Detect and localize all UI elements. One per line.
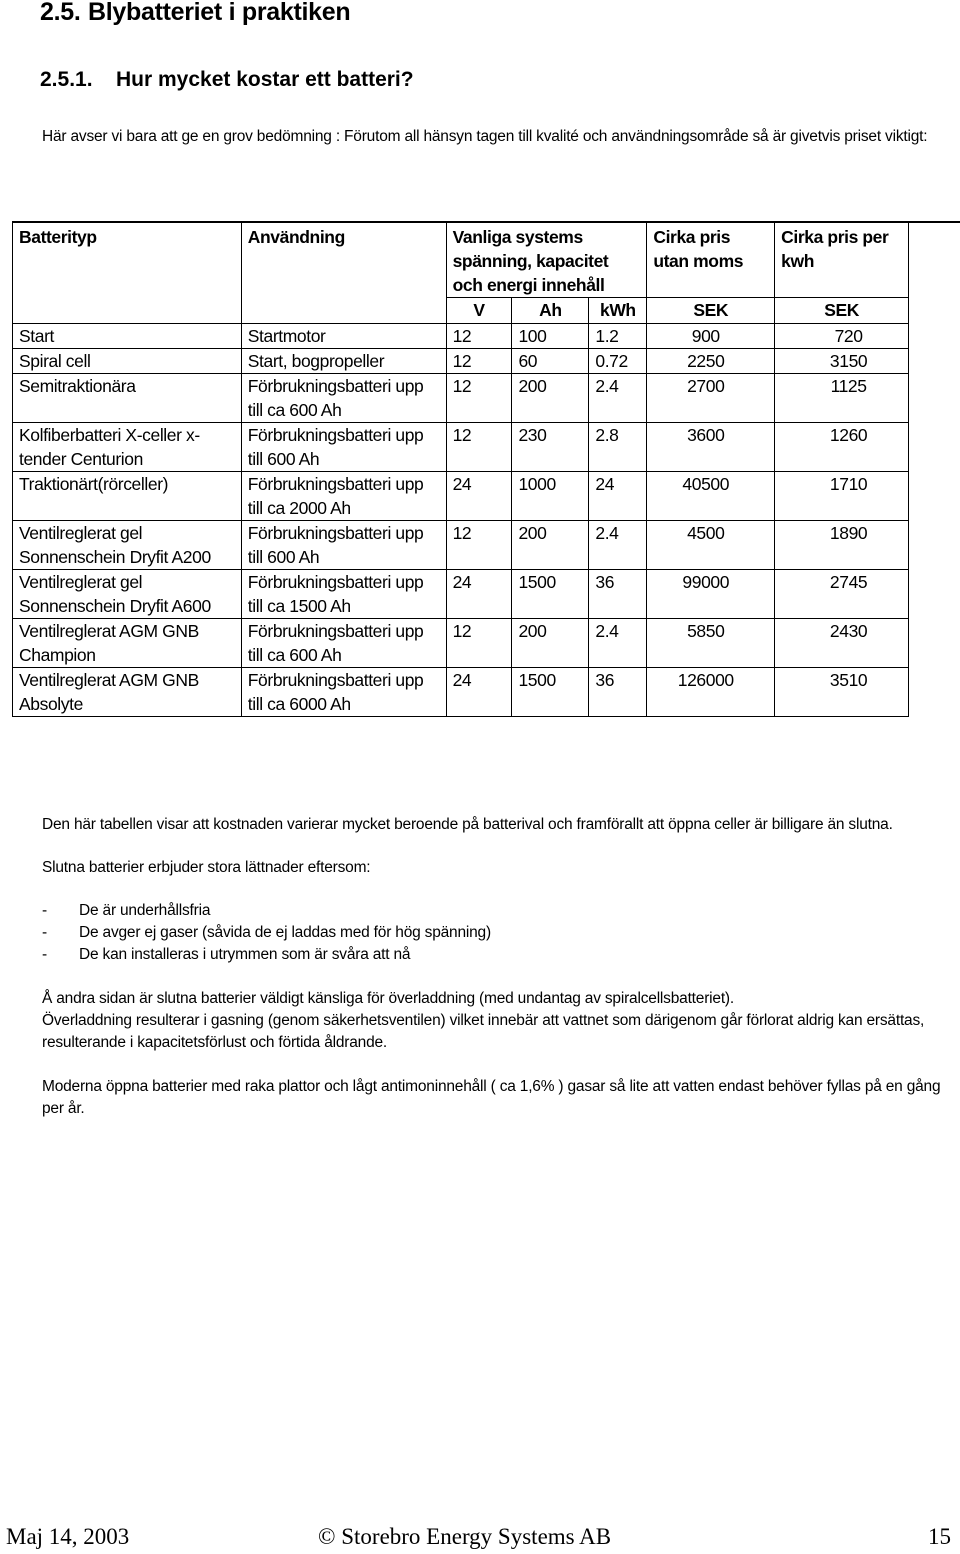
paragraph-sealed-intro: Slutna batterier erbjuder stora lättnader eftersom: bbox=[42, 859, 371, 876]
cell-pris: 2700 bbox=[647, 374, 775, 423]
intro-paragraph: Här avser vi bara att ge en grov bedömning : Förutom all hänsyn tagen till kvalité och användningsområde så är givetvis priset viktigt: bbox=[42, 128, 928, 145]
cell-ah: 100 bbox=[512, 324, 589, 349]
cell-batterityp: Traktionärt(rörceller) bbox=[13, 472, 242, 521]
table-row bbox=[13, 521, 909, 570]
unit-sek-price: SEK bbox=[647, 298, 775, 324]
cell-batterityp: Ventilreglerat AGM GNB Absolyte bbox=[13, 668, 242, 717]
cell-batterityp: Ventilreglerat gel Sonnenschein Dryfit A200 bbox=[13, 521, 242, 570]
cell-ah: 60 bbox=[512, 349, 589, 374]
battery-price-table bbox=[12, 222, 909, 717]
cell-kwh: 1.2 bbox=[589, 324, 647, 349]
paragraph-table-summary: Den här tabellen visar att kostnaden varierar mycket beroende på batterival och framförallt att öppna celler är billigare än slutna. bbox=[42, 816, 893, 833]
cell-v: 24 bbox=[446, 472, 512, 521]
footer-date: Maj 14, 2003 bbox=[6, 1524, 130, 1549]
header-pris-utan-moms: Cirka pris utan moms bbox=[647, 223, 775, 298]
subsection-heading bbox=[40, 68, 414, 92]
table-row bbox=[13, 619, 909, 668]
cell-batterityp: Ventilreglerat AGM GNB Champion bbox=[13, 619, 242, 668]
cell-kwh: 2.4 bbox=[589, 521, 647, 570]
table-header-row bbox=[13, 223, 909, 298]
table-body bbox=[13, 324, 909, 717]
header-batterityp: Batterityp bbox=[13, 223, 242, 324]
table-row bbox=[13, 472, 909, 521]
cell-pris-per-kwh: 3510 bbox=[775, 668, 909, 717]
list-dash: - bbox=[42, 946, 47, 963]
cell-ah: 1000 bbox=[512, 472, 589, 521]
table-row bbox=[13, 349, 909, 374]
unit-ah: Ah bbox=[512, 298, 589, 324]
cell-batterityp: Start bbox=[13, 324, 242, 349]
cell-v: 12 bbox=[446, 324, 512, 349]
cell-batterityp: Spiral cell bbox=[13, 349, 242, 374]
cell-pris: 4500 bbox=[647, 521, 775, 570]
cell-anvandning: Förbrukningsbatteri upp till ca 600 Ah bbox=[241, 619, 446, 668]
table-row bbox=[13, 668, 909, 717]
cell-ah: 200 bbox=[512, 521, 589, 570]
table-row bbox=[13, 423, 909, 472]
cell-pris: 126000 bbox=[647, 668, 775, 717]
cell-kwh: 36 bbox=[589, 570, 647, 619]
cell-pris: 40500 bbox=[647, 472, 775, 521]
unit-v: V bbox=[446, 298, 512, 324]
cell-v: 12 bbox=[446, 374, 512, 423]
cell-kwh: 36 bbox=[589, 668, 647, 717]
cell-anvandning: Förbrukningsbatteri upp till 600 Ah bbox=[241, 521, 446, 570]
cell-ah: 200 bbox=[512, 619, 589, 668]
list-item-text: De är underhållsfria bbox=[79, 902, 211, 919]
cell-v: 24 bbox=[446, 570, 512, 619]
cell-anvandning: Startmotor bbox=[241, 324, 446, 349]
cell-v: 12 bbox=[446, 423, 512, 472]
cell-ah: 1500 bbox=[512, 570, 589, 619]
table-row bbox=[13, 374, 909, 423]
subsection-title: Hur mycket kostar ett batteri? bbox=[116, 68, 414, 91]
cell-ah: 1500 bbox=[512, 668, 589, 717]
cell-batterityp: Ventilreglerat gel Sonnenschein Dryfit A600 bbox=[13, 570, 242, 619]
cell-pris: 99000 bbox=[647, 570, 775, 619]
cell-anvandning: Förbrukningsbatteri upp till ca 600 Ah bbox=[241, 374, 446, 423]
cell-anvandning: Förbrukningsbatteri upp till ca 1500 Ah bbox=[241, 570, 446, 619]
list-dash: - bbox=[42, 902, 47, 919]
footer-page-number: 15 bbox=[928, 1524, 951, 1549]
cell-v: 24 bbox=[446, 668, 512, 717]
list-item-text: De avger ej gaser (såvida de ej laddas med för hög spänning) bbox=[79, 924, 491, 941]
paragraph-overcharge-line1: Å andra sidan är slutna batterier väldigt känsliga för överladdning (med undantag av spiralcellsbatteriet). bbox=[42, 990, 735, 1007]
header-anvandning: Användning bbox=[241, 223, 446, 324]
list-dash: - bbox=[42, 924, 47, 941]
cell-pris-per-kwh: 1260 bbox=[775, 423, 909, 472]
list-item-text: De kan installeras i utrymmen som är svåra att nå bbox=[79, 946, 411, 963]
section-heading bbox=[40, 0, 350, 27]
table-row bbox=[13, 324, 909, 349]
unit-sek-per-kwh: SEK bbox=[775, 298, 909, 324]
paragraph-overcharge-line2: Överladdning resulterar i gasning (genom säkerhetsventilen) vilket innebär att vattnet som därigenom går förlorat aldrig kan ersättas, resulterande i kapacitetsförlust och förtida åldrande. bbox=[42, 1012, 925, 1051]
cell-pris-per-kwh: 2745 bbox=[775, 570, 909, 619]
cell-kwh: 2.4 bbox=[589, 374, 647, 423]
cell-kwh: 0.72 bbox=[589, 349, 647, 374]
cell-pris-per-kwh: 3150 bbox=[775, 349, 909, 374]
header-pris-per-kwh: Cirka pris per kwh bbox=[775, 223, 909, 298]
cell-anvandning: Förbrukningsbatteri upp till 600 Ah bbox=[241, 423, 446, 472]
cell-ah: 200 bbox=[512, 374, 589, 423]
subsection-number: 2.5.1. bbox=[40, 68, 93, 91]
unit-kwh: kWh bbox=[589, 298, 647, 324]
cell-batterityp: Kolfiberbatteri X-celler x-tender Centurion bbox=[13, 423, 242, 472]
cell-pris: 2250 bbox=[647, 349, 775, 374]
cell-pris-per-kwh: 720 bbox=[775, 324, 909, 349]
cell-pris: 3600 bbox=[647, 423, 775, 472]
section-title: Blybatteriet i praktiken bbox=[88, 0, 351, 26]
section-number: 2.5. bbox=[40, 0, 81, 26]
cell-v: 12 bbox=[446, 619, 512, 668]
cell-ah: 230 bbox=[512, 423, 589, 472]
advantages-list bbox=[42, 900, 922, 966]
cell-kwh: 24 bbox=[589, 472, 647, 521]
list-item bbox=[42, 922, 922, 944]
cell-kwh: 2.8 bbox=[589, 423, 647, 472]
cell-pris-per-kwh: 1710 bbox=[775, 472, 909, 521]
cell-pris-per-kwh: 1890 bbox=[775, 521, 909, 570]
paragraph-modern-batteries: Moderna öppna batterier med raka plattor och lågt antimoninnehåll ( ca 1,6% ) gasar så lite att vatten endast behöver fyllas på en gång per år. bbox=[42, 1078, 941, 1117]
cell-pris-per-kwh: 2430 bbox=[775, 619, 909, 668]
footer-company: © Storebro Energy Systems AB bbox=[318, 1524, 612, 1549]
table-row bbox=[13, 570, 909, 619]
cell-anvandning: Start, bogpropeller bbox=[241, 349, 446, 374]
cell-batterityp: Semitraktionära bbox=[13, 374, 242, 423]
header-systems: Vanliga systems spänning, kapacitet och energi innehåll bbox=[446, 223, 647, 298]
cell-anvandning: Förbrukningsbatteri upp till ca 6000 Ah bbox=[241, 668, 446, 717]
paragraph-overcharge bbox=[42, 988, 947, 1054]
cell-anvandning: Förbrukningsbatteri upp till ca 2000 Ah bbox=[241, 472, 446, 521]
cell-v: 12 bbox=[446, 521, 512, 570]
cell-kwh: 2.4 bbox=[589, 619, 647, 668]
cell-pris: 5850 bbox=[647, 619, 775, 668]
cell-pris-per-kwh: 1125 bbox=[775, 374, 909, 423]
list-item bbox=[42, 944, 922, 966]
list-item bbox=[42, 900, 922, 922]
cell-pris: 900 bbox=[647, 324, 775, 349]
cell-v: 12 bbox=[446, 349, 512, 374]
